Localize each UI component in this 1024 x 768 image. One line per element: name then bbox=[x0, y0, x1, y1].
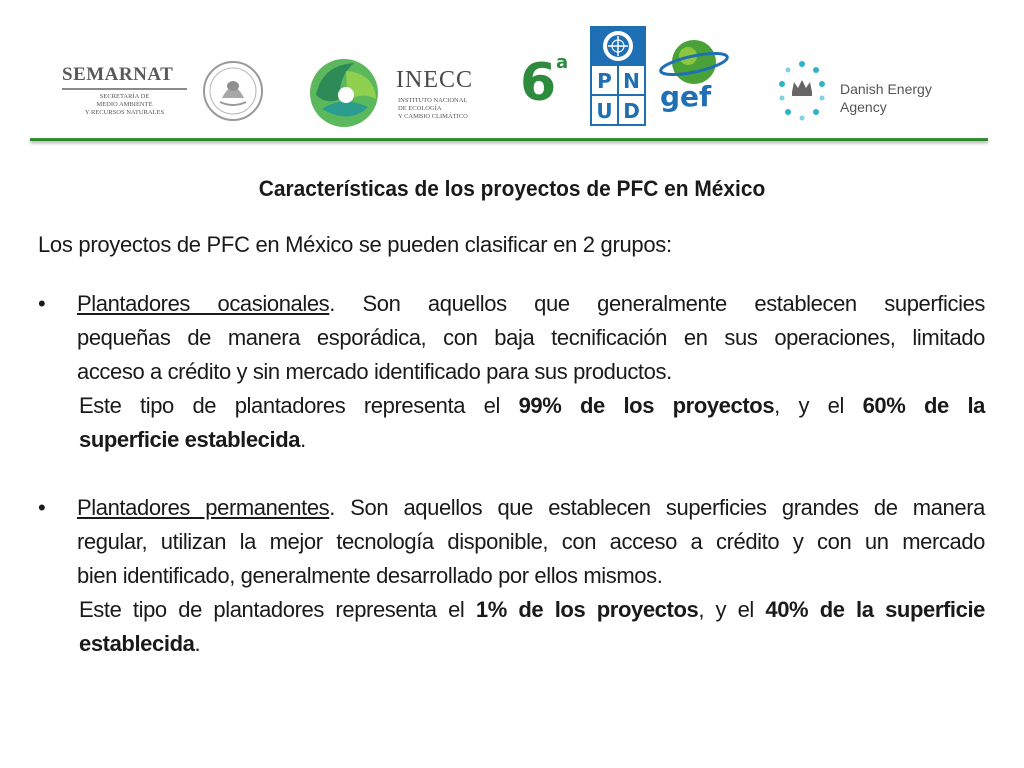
slide-header bbox=[0, 0, 1024, 150]
pnud-logo bbox=[590, 26, 646, 126]
bullet-note bbox=[79, 593, 985, 661]
bullet-marker: • bbox=[38, 291, 46, 316]
bullet-marker: • bbox=[38, 495, 46, 520]
sexta-comunicacion-logo bbox=[516, 50, 576, 110]
bullet-description bbox=[77, 287, 985, 389]
semarnat-name: SEMARNAT bbox=[62, 64, 174, 85]
pnud-letter-p: P bbox=[597, 69, 612, 93]
danish-crown-icon bbox=[776, 60, 836, 122]
bullet-term: Plantadores permanentes bbox=[77, 495, 330, 520]
semarnat-subtitle: SECRETARÍA DE MEDIO AMBIENTE Y RECURSOS NATURALES bbox=[84, 93, 165, 116]
pnud-letter-u: U bbox=[596, 99, 613, 123]
semarnat-logo bbox=[58, 58, 268, 128]
sexta-sup: a bbox=[556, 52, 569, 73]
pnud-letter-n: N bbox=[623, 69, 640, 93]
bullet-note-line bbox=[79, 423, 985, 457]
note-bold-projects: 99% de los proyectos bbox=[518, 393, 775, 418]
pnud-letter-d: D bbox=[623, 99, 640, 123]
bullet-desc-line3: bien identificado, generalmente desarrollado por ellos mismos. bbox=[77, 563, 663, 588]
bullet-desc-line1: . Son aquellos que establecen superficies grandes de manera bbox=[329, 495, 985, 520]
bullet-description bbox=[77, 491, 985, 593]
pnud-icon bbox=[590, 26, 646, 126]
inecc-subtitle: INSTITUTO NACIONAL DE ECOLOGÍA Y CAMBIO CLIMÁTICO bbox=[398, 97, 468, 120]
header-divider bbox=[30, 138, 988, 141]
danish-energy-agency-name bbox=[840, 80, 932, 116]
note-bold-surface: 60% de la bbox=[862, 393, 986, 418]
bullet-note bbox=[79, 389, 985, 457]
note-pre: Este tipo de plantadores representa el bbox=[79, 597, 476, 622]
note-end: . bbox=[300, 427, 306, 452]
note-end: . bbox=[194, 631, 201, 656]
note-bold-surface: 40% de la superficie bbox=[765, 597, 985, 622]
gef-logo bbox=[654, 36, 730, 112]
bullet-note-line bbox=[79, 593, 985, 627]
intro-text: Los proyectos de PFC en México se pueden clasificar en 2 grupos: bbox=[38, 232, 672, 257]
bullet-note-line bbox=[79, 389, 985, 423]
note-bold-projects: 1% de los proyectos bbox=[475, 597, 699, 622]
note-mid: , y el bbox=[774, 393, 863, 418]
bullet-desc-line2: pequeñas de manera esporádica, con baja tecnificación en sus operaciones, limitado bbox=[77, 325, 985, 350]
gef-name: gef bbox=[660, 80, 712, 112]
bullet-description-line bbox=[77, 491, 985, 525]
note-bold-surface-cont: superficie establecida bbox=[79, 427, 301, 452]
inecc-name: INECC bbox=[396, 67, 473, 93]
mexico-seal-icon bbox=[200, 58, 266, 124]
danish-energy-agency-logo bbox=[776, 60, 956, 122]
inecc-logo bbox=[302, 55, 492, 130]
inecc-leaf-icon bbox=[302, 55, 386, 130]
note-bold-surface-cont: establecida bbox=[79, 631, 195, 656]
danish-name-line1: Danish Energy bbox=[840, 81, 932, 97]
bullet-desc-line3: acceso a crédito y sin mercado identificado para sus productos. bbox=[77, 359, 672, 384]
bullet-desc-line1: . Son aquellos que generalmente establecen superficies bbox=[329, 291, 986, 316]
slide-title: Características de los proyectos de PFC en México bbox=[258, 176, 766, 201]
bullet-desc-line2: regular, utilizan la mejor tecnología disponible, con acceso a crédito y con un mercado bbox=[77, 529, 985, 554]
bullet-term: Plantadores ocasionales bbox=[77, 291, 330, 316]
danish-name-line2: Agency bbox=[840, 99, 887, 115]
sexta-icon bbox=[516, 50, 576, 110]
semarnat-rule bbox=[62, 88, 187, 90]
sexta-number: 6 bbox=[520, 53, 557, 110]
note-pre: Este tipo de plantadores representa el bbox=[79, 393, 519, 418]
gef-globe-icon bbox=[654, 36, 730, 112]
bullet-description-line bbox=[77, 287, 985, 321]
bullet-note-line bbox=[79, 627, 985, 661]
note-mid: , y el bbox=[698, 597, 766, 622]
